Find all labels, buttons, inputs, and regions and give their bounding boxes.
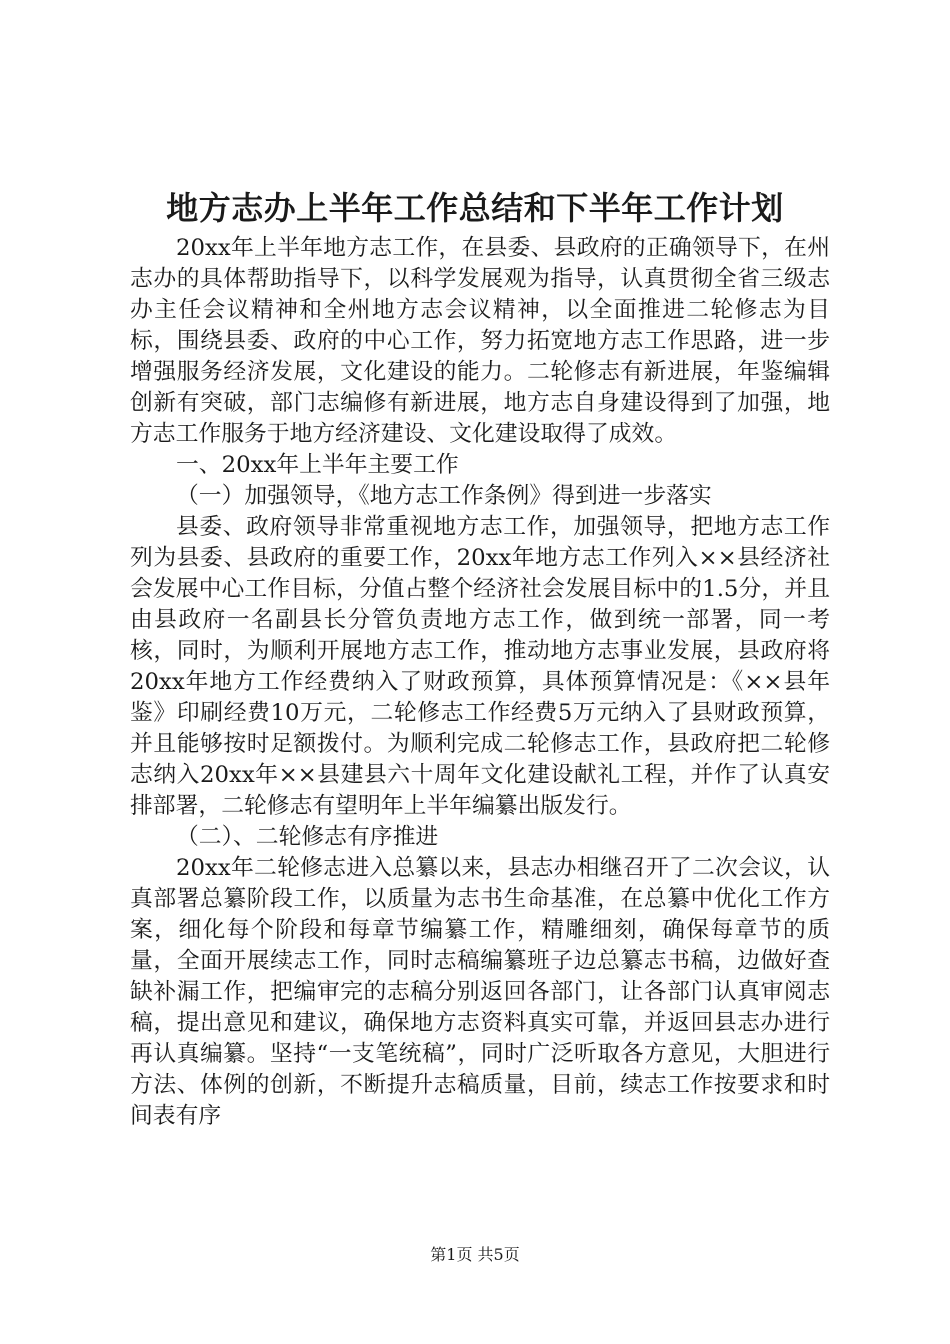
subsection-heading-2: （二）、二轮修志有序推进 xyxy=(176,824,439,850)
document-body xyxy=(130,233,830,1132)
paragraph-leadership: 县委、政府领导非常重视地方志工作，加强领导，把地方志工作列为县委、县政府的重要工作，20xx年地方志工作列入××县经济社会发展中心工作目标，分值占整个经济社会发展目标中的1.5分，并且由县政府一名副县长分管负责地方志工作，做到统一部署，同一考核，同时，为顺利开展地方志工作，推动地方志事业发展，县政府将20xx年地方工作经费纳入了财政预算，具体预算情况是：《××县年鉴》印刷经费10万元，二轮修志工作经费5万元纳入了县财政预算，并且能够按时足额拨付。为顺利完成二轮修志工作，县政府把二轮修志纳入20xx年××县建县六十周年文化建设献礼工程，并作了认真安排部署，二轮修志有望明年上半年编纂出版发行。 xyxy=(130,514,830,819)
paragraph-compilation: 20xx年二轮修志进入总纂以来，县志办相继召开了二次会议，认真部署总纂阶段工作，以质量为志书生命基准，在总纂中优化工作方案，细化每个阶段和每章节编纂工作，精雕细刻，确保每章节的质量，全面开展续志工作，同时志稿编纂班子边总纂志书稿，边做好查缺补漏工作，把编审完的志稿分别返回各部门，让各部门认真审阅志稿，提出意见和建议，确保地方志资料真实可靠，并返回县志办进行再认真编纂。坚持“一支笔统稿”，同时广泛听取各方意见，大胆进行方法、体例的创新，不断提升志稿质量，目前，续志工作按要求和时间表有序 xyxy=(130,855,830,1129)
subsection-heading-1: （一）加强领导，《地方志工作条例》得到进一步落实 xyxy=(176,483,712,509)
paragraph-intro: 20xx年上半年地方志工作，在县委、县政府的正确领导下，在州志办的具体帮助指导下，以科学发展观为指导，认真贯彻全省三级志办主任会议精神和全州地方志会议精神，以全面推进二轮修志为目标，围绕县委、政府的中心工作，努力拓宽地方志工作思路，进一步增强服务经济发展，文化建设的能力。二轮修志有新进展，年鉴编辑创新有突破，部门志编修有新进展，地方志自身建设得到了加强，地方志工作服务于地方经济建设、文化建设取得了成效。 xyxy=(130,235,830,447)
section-heading-1: 一、20xx年上半年主要工作 xyxy=(176,452,459,478)
page-number-footer: 第1页 共5页 xyxy=(430,1245,520,1264)
document-title: 地方志办上半年工作总结和下半年工作计划 xyxy=(166,189,784,227)
